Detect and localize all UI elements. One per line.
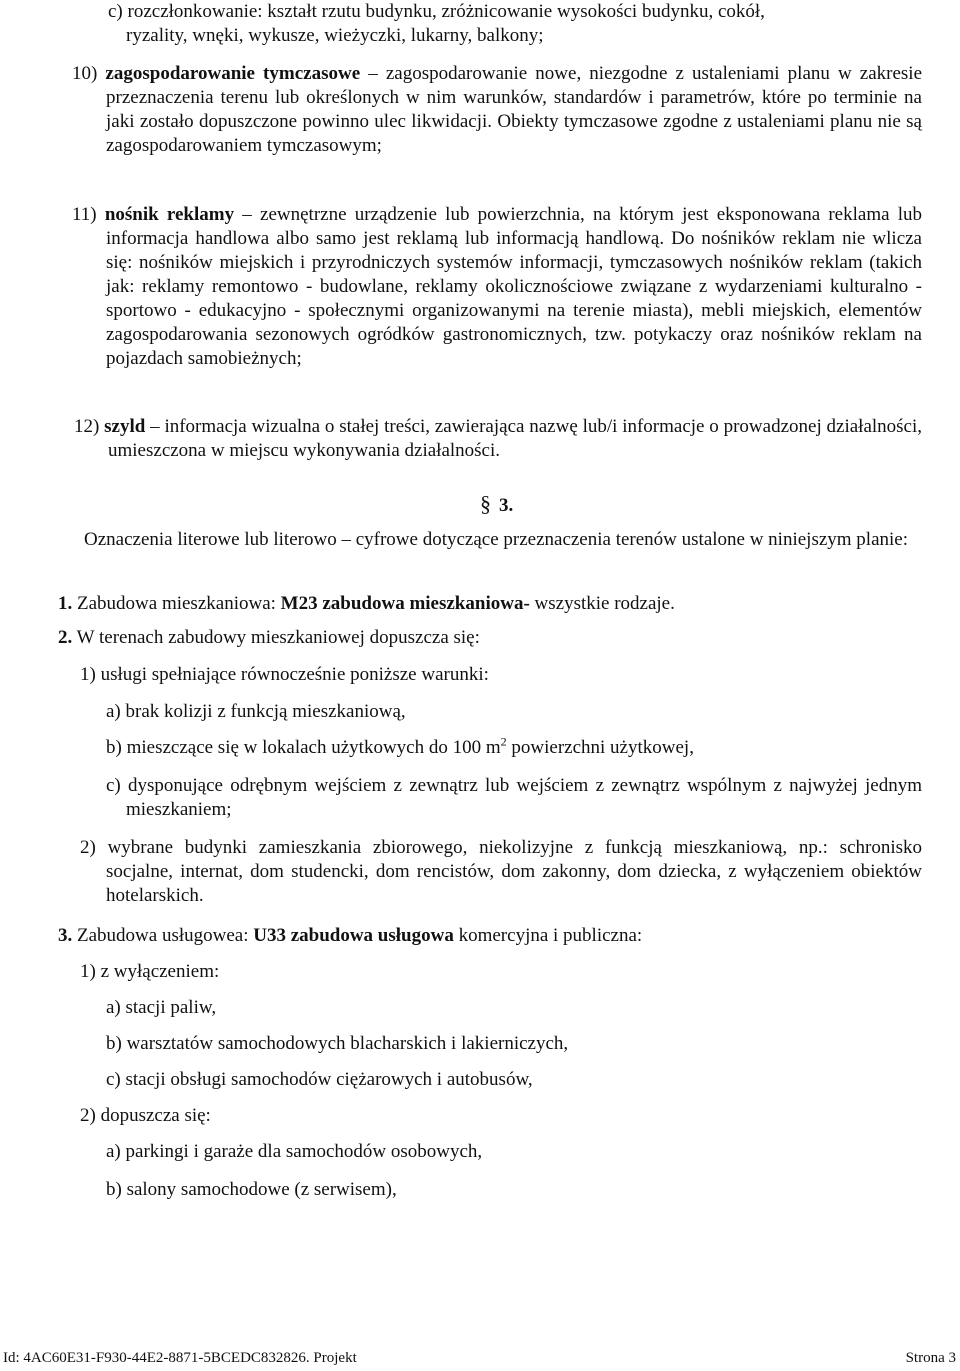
point-3-item-2a xyxy=(106,1140,922,1164)
definition-10-text: zagospodarowanie nowe, niezgodne z ustaleniami planu w zakresie przeznaczenia terenu lub określonych w nim warunków, standardów i parametrów, które po terminie na jaki zostało dopuszczone powinno ulec likwidacji. Obiekty tymczasowe zgodne z ustaleniami planu nie są zagospodarowaniem tymczasowym; xyxy=(106,63,923,156)
definition-12-term: szyld xyxy=(104,416,146,437)
point-2-item-1-text: 1) usługi spełniające równocześnie poniższe warunki: xyxy=(80,664,489,685)
point-3-item-c xyxy=(106,1068,922,1092)
point-3-text: Zabudowa usługowea: xyxy=(72,925,254,946)
definition-11 xyxy=(72,203,923,371)
section-heading xyxy=(480,491,513,519)
point-3-item-c-text: c) stacji obsługi samochodów ciężarowych i autobusów, xyxy=(106,1069,533,1090)
point-1 xyxy=(58,592,922,616)
item-c-text-1: c) rozczłonkowanie: kształt rzutu budynku, zróżnicowanie wysokości budynku, cokół, xyxy=(108,1,765,22)
point-2-item-b-sup: 2 xyxy=(500,734,507,749)
point-2-text: W terenach zabudowy mieszkaniowej dopuszcza się: xyxy=(72,627,480,648)
point-2-item-a xyxy=(106,700,922,724)
definition-11-number: 11) xyxy=(72,204,97,225)
point-3-item-2-text: 2) dopuszcza się: xyxy=(80,1105,211,1126)
point-3-item-1 xyxy=(80,960,922,984)
point-3-number: 3. xyxy=(58,925,73,946)
point-3-item-a xyxy=(106,996,922,1020)
point-2-item-c xyxy=(106,774,922,822)
point-1-number: 1. xyxy=(58,593,73,614)
section-intro xyxy=(84,528,922,552)
point-2-item-a-text: a) brak kolizji z funkcją mieszkaniową, xyxy=(106,701,406,722)
point-3-symbol: U33 zabudowa usługowa xyxy=(253,925,454,946)
page-number: Strona 3 xyxy=(905,1350,956,1366)
point-3 xyxy=(58,924,922,948)
point-3-item-2a-text: a) parkingi i garaże dla samochodów osobowych, xyxy=(106,1141,483,1162)
point-2-item-c-text: c) dysponujące odrębnym wejściem z zewnątrz lub wejściem z zewnątrz wspólnym z najwyżej jednym mieszkaniem; xyxy=(106,775,922,820)
section-number: 3. xyxy=(499,495,514,516)
point-3-item-b-text: b) warsztatów samochodowych blacharskich i lakierniczych, xyxy=(106,1033,569,1054)
point-2-item-b-tail: powierzchni użytkowej, xyxy=(506,737,694,758)
point-3-item-b xyxy=(106,1032,922,1056)
point-3-item-2b xyxy=(106,1178,922,1202)
definition-12-dash: – xyxy=(145,416,165,437)
definition-10 xyxy=(72,62,923,158)
definition-10-number: 10) xyxy=(72,63,98,84)
section-intro-text: Oznaczenia literowe lub literowo – cyfrowe dotyczące przeznaczenia terenów ustalone w niniejszym planie: xyxy=(84,529,909,550)
definition-12-text: informacja wizualna o stałej treści, zawierająca nazwę lub/i informacje o prowadzonej działalności, umieszczona w miejscu wykonywania działalności. xyxy=(108,416,923,461)
point-2-item-2-text: 2) wybrane budynki zamieszkania zbiorowego, niekolizyjne z funkcją mieszkaniową, np.: schronisko socjalne, internat, dom studencki, dom rencistów, dom zakonny, dom dziecka, z wyłączeniem obiektów hotelarskich. xyxy=(80,837,922,906)
point-2-item-b xyxy=(106,736,922,760)
definition-12 xyxy=(74,415,923,463)
point-3-tail: komercyjna i publiczna: xyxy=(453,925,643,946)
definition-11-dash: – xyxy=(234,204,261,225)
definition-12-number: 12) xyxy=(74,416,100,437)
point-2-item-2 xyxy=(80,836,922,908)
section-sign: § xyxy=(480,491,491,516)
point-3-item-1-text: 1) z wyłączeniem: xyxy=(80,961,220,982)
definition-10-term: zagospodarowanie tymczasowe xyxy=(105,63,361,84)
point-2-number: 2. xyxy=(58,627,73,648)
item-c-line xyxy=(108,0,922,24)
point-3-item-a-text: a) stacji paliw, xyxy=(106,997,217,1018)
item-c-line-2 xyxy=(126,24,922,48)
point-2-item-1 xyxy=(80,663,922,687)
point-2-item-b-text: b) mieszczące się w lokalach użytkowych do 100 m xyxy=(106,737,501,758)
definition-10-dash: – xyxy=(360,63,386,84)
point-3-item-2b-text: b) salony samochodowe (z serwisem), xyxy=(106,1179,397,1200)
document-id: Id: 4AC60E31-F930-44E2-8871-5BCEDC832826. Projekt xyxy=(3,1350,357,1366)
point-1-text: Zabudowa mieszkaniowa: xyxy=(72,593,281,614)
point-1-tail: wszystkie rodzaje. xyxy=(529,593,675,614)
point-2 xyxy=(58,626,922,650)
point-1-symbol: M23 zabudowa mieszkaniowa- xyxy=(280,593,530,614)
definition-11-text: zewnętrzne urządzenie lub powierzchnia, na którym jest eksponowana reklama lub informacja handlowa albo samo jest reklamą lub informacją handlową. Do nośników reklam nie wlicza się: nośników miejskich i przyrodniczych systemów informacji, tymczasowych nośników reklam (takich jak: reklamy remontowo - budowlane, reklamy okolicznościowe związane z wydarzeniami kulturalno - sportowo - edukacyjno - społecznymi organizowanymi na terenie miasta), mebli miejskich, elementów zagospodarowania sezonowych ogródków gastronomicznych, tzw. potykaczy oraz nośników reklam na pojazdach samobieżnych; xyxy=(106,204,923,369)
point-3-item-2 xyxy=(80,1104,922,1128)
definition-11-term: nośnik reklamy xyxy=(104,204,235,225)
item-c-text-2: ryzality, wnęki, wykusze, wieżyczki, lukarny, balkony; xyxy=(126,25,544,46)
